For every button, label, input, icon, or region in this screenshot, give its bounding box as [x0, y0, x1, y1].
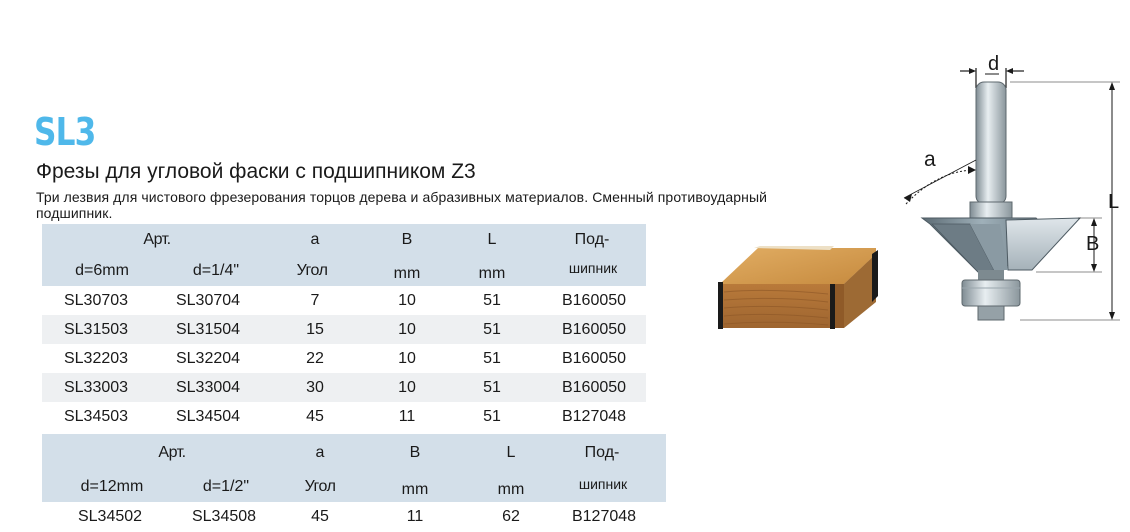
angle-a-label: a	[924, 148, 936, 171]
cell-art-inch: SL30704	[175, 292, 241, 309]
header-bearing: Под-	[584, 444, 620, 461]
cell-b: 10	[398, 292, 416, 309]
product-subtitle: Фрезы для угловой фаски с подшипником Z3	[36, 160, 476, 183]
header-b: B	[401, 231, 413, 248]
header-l: L	[506, 444, 516, 461]
cell-b: 10	[398, 350, 416, 367]
cell-art-metric: SL34502	[77, 508, 143, 525]
cell-angle: 15	[306, 321, 324, 338]
cell-art-metric: SL31503	[63, 321, 129, 338]
header-b: B	[409, 444, 421, 461]
cell-art-metric: SL32203	[63, 350, 129, 367]
header-d-metric: d=6mm	[75, 262, 129, 279]
table-row	[42, 502, 666, 531]
product-code: SL3	[34, 110, 96, 154]
header-b-unit: mm	[393, 265, 421, 282]
cell-art-metric: SL33003	[63, 379, 129, 396]
cell-b: 10	[398, 321, 416, 338]
header-bearing-unit: шипник	[568, 260, 618, 276]
cell-art-inch: SL34508	[191, 508, 257, 525]
table-header-row	[42, 256, 646, 286]
cell-bearing: B127048	[571, 508, 637, 525]
router-bit-diagram	[890, 48, 1126, 332]
header-angle-unit: Угол	[304, 478, 336, 495]
table-row	[42, 373, 646, 402]
spec-table-shank-12mm	[42, 434, 666, 531]
header-d-metric: d=12mm	[80, 478, 144, 495]
cell-art-metric: SL34503	[63, 408, 129, 425]
cell-bearing: B160050	[561, 292, 627, 309]
cell-art-inch: SL31504	[175, 321, 241, 338]
cell-angle: 30	[306, 379, 324, 396]
header-b-unit: mm	[401, 481, 429, 498]
header-bearing: Под-	[574, 231, 610, 248]
header-angle: a	[315, 444, 325, 461]
header-l-unit: mm	[478, 265, 506, 282]
cell-b: 10	[398, 379, 416, 396]
header-d-inch: d=1/2"	[202, 478, 250, 495]
cell-art-metric: SL30703	[63, 292, 129, 309]
dimension-b-label: B	[1086, 233, 1100, 255]
cell-bearing: B127048	[561, 408, 627, 425]
cell-art-inch: SL34504	[175, 408, 241, 425]
cell-angle: 22	[306, 350, 324, 367]
cell-bearing: B160050	[561, 350, 627, 367]
cell-l: 51	[483, 321, 501, 338]
cell-b: 11	[398, 408, 416, 425]
header-d-inch: d=1/4"	[192, 262, 240, 279]
cell-l: 51	[483, 292, 501, 309]
cell-art-inch: SL32204	[175, 350, 241, 367]
table-row	[42, 315, 646, 344]
table-row	[42, 286, 646, 315]
cell-angle: 45	[311, 508, 329, 525]
cell-l: 51	[483, 350, 501, 367]
cell-bearing: B160050	[561, 321, 627, 338]
cell-angle: 45	[306, 408, 324, 425]
table-header-row	[42, 224, 646, 256]
header-l-unit: mm	[497, 481, 525, 498]
header-angle: a	[310, 231, 320, 248]
dimension-d-label: d	[988, 53, 1000, 75]
table-header-row	[42, 472, 666, 502]
table-row	[42, 402, 646, 431]
header-angle-unit: Угол	[296, 262, 328, 279]
dimension-l-label: L	[1108, 191, 1120, 213]
cell-l: 51	[483, 408, 501, 425]
header-art: Арт.	[158, 444, 186, 461]
spec-table-shank-6mm	[42, 224, 646, 431]
cell-l: 51	[483, 379, 501, 396]
table-header-row	[42, 434, 666, 472]
cell-bearing: B160050	[561, 379, 627, 396]
cell-art-inch: SL33004	[175, 379, 241, 396]
header-bearing-unit: шипник	[578, 476, 628, 492]
header-l: L	[487, 231, 497, 248]
header-art: Арт.	[143, 231, 171, 248]
product-description: Три лезвия для чистового фрезерования торцов дерева и абразивных материалов. Сменный противоударный подшипник.	[36, 189, 768, 221]
cell-angle: 7	[310, 292, 320, 309]
chamfered-wood-block-illustration	[718, 244, 880, 330]
cell-l: 62	[502, 508, 520, 525]
cell-b: 11	[406, 508, 424, 525]
table-row	[42, 344, 646, 373]
